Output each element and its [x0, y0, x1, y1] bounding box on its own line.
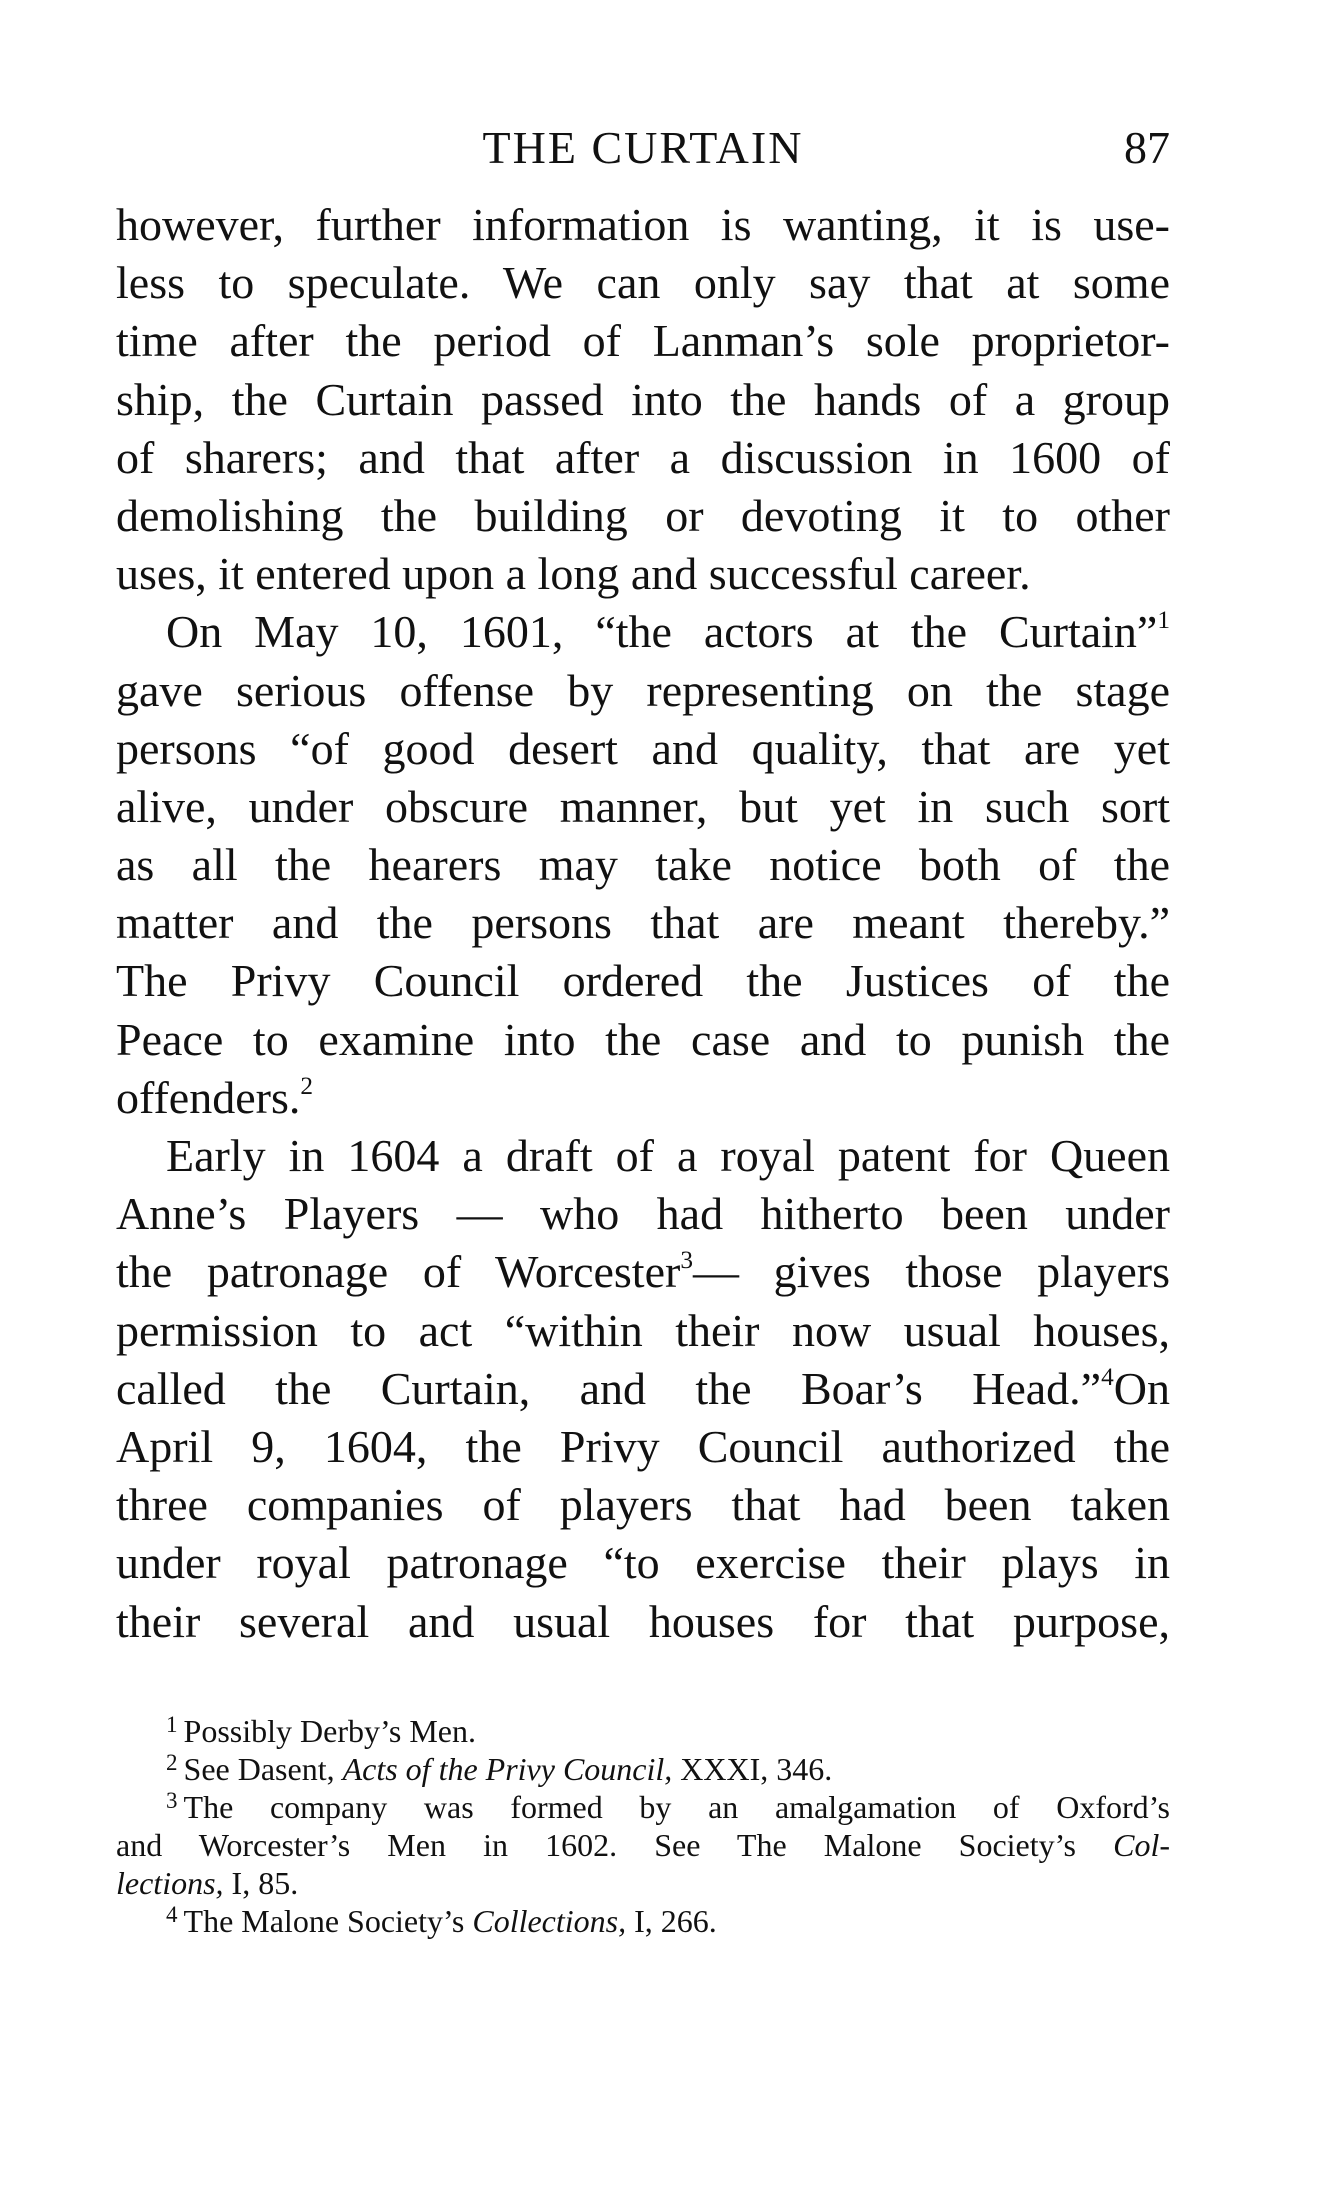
text-line — [116, 1243, 1170, 1301]
chapter-title: THE CURTAIN — [482, 122, 804, 173]
text-line: Anne’s Players — who had hitherto been under — [116, 1188, 1170, 1240]
footnote — [116, 1712, 1170, 1750]
text-line: The Privy Council ordered the Justices of the — [116, 955, 1170, 1007]
text-line: their several and usual houses for that purpose, — [116, 1595, 1170, 1647]
text-line: as all the hearers may take notice both of the — [116, 839, 1170, 891]
footnote-text: I, 266. — [634, 1903, 717, 1939]
footnote-number: 2 — [166, 1748, 178, 1775]
text-line — [116, 1069, 1170, 1127]
footnote — [116, 1750, 1170, 1788]
body-text — [116, 196, 1170, 1651]
work-title: Collections, — [472, 1903, 627, 1939]
text-segment: the patronage of Worcester — [116, 1246, 681, 1298]
footnote — [116, 1788, 1170, 1826]
text-line: alive, under obscure manner, but yet in such sort — [116, 780, 1170, 832]
text-line: matter and the persons that are meant thereby.” — [116, 897, 1170, 949]
footnote-number: 4 — [166, 1900, 178, 1927]
text-line: April 9, 1604, the Privy Council authorized the — [116, 1420, 1170, 1472]
footnote-ref: 3 — [680, 1246, 693, 1275]
footnotes — [116, 1712, 1170, 1940]
text-line: gave serious offense by representing on the stage — [116, 664, 1170, 716]
footnote — [116, 1902, 1170, 1940]
footnote-number: 1 — [166, 1710, 178, 1737]
footnote-text: The company was formed by an amalgamation of Oxford’s — [183, 1789, 1170, 1825]
page-number: 87 — [1124, 122, 1170, 173]
running-head — [116, 118, 1170, 178]
text-line: under royal patronage “to exercise their plays in — [116, 1537, 1170, 1589]
text-line: time after the period of Lanman’s sole proprietor- — [116, 315, 1170, 367]
text-line: demolishing the building or devoting it to other — [116, 489, 1170, 541]
text-line: ship, the Curtain passed into the hands of a group — [116, 373, 1170, 425]
footnote-continuation — [116, 1864, 1170, 1902]
footnote-text: Possibly Derby’s Men. — [183, 1713, 476, 1749]
text-line: uses, it entered upon a long and successful career. — [116, 548, 1031, 600]
work-title: lections, — [116, 1865, 224, 1901]
footnote-number: 3 — [166, 1786, 178, 1813]
text-segment: On May 10, 1601, “the actors at the Curtain” — [166, 606, 1158, 658]
footnote-ref: 2 — [300, 1071, 314, 1100]
text-line: permission to act “within their now usual houses, — [116, 1304, 1170, 1356]
footnote-ref: 4 — [1101, 1362, 1114, 1391]
text-line — [116, 603, 1170, 661]
footnote-text: See Dasent, — [183, 1751, 335, 1787]
footnote-ref: 1 — [1157, 606, 1170, 635]
text-line — [116, 1360, 1170, 1418]
text-segment: On — [1113, 1362, 1170, 1414]
text-line: persons “of good desert and quality, that are yet — [116, 722, 1170, 774]
text-segment: — gives those players — [692, 1246, 1170, 1298]
text-line: Early in 1604 a draft of a royal patent for Queen — [166, 1130, 1170, 1181]
text-line: three companies of players that had been taken — [116, 1479, 1170, 1531]
text-segment: called the Curtain, and the Boar’s Head.” — [116, 1362, 1102, 1414]
footnote-text: I, 85. — [231, 1865, 299, 1901]
footnote-text: XXXI, 346. — [680, 1751, 833, 1787]
text-line: less to speculate. We can only say that at some — [116, 257, 1170, 309]
footnote-continuation — [116, 1826, 1170, 1864]
work-title: Col- — [1113, 1827, 1171, 1863]
text-segment: offenders. — [116, 1071, 301, 1123]
footnote-text: and Worcester’s Men in 1602. See The Malone Society’s — [116, 1827, 1076, 1863]
text-line: however, further information is wanting, it is use- — [116, 199, 1170, 250]
work-title: Acts of the Privy Council, — [342, 1751, 673, 1787]
footnote-text: The Malone Society’s — [183, 1903, 465, 1939]
text-line: of sharers; and that after a discussion in 1600 of — [116, 431, 1170, 483]
text-line: Peace to examine into the case and to punish the — [116, 1013, 1170, 1065]
